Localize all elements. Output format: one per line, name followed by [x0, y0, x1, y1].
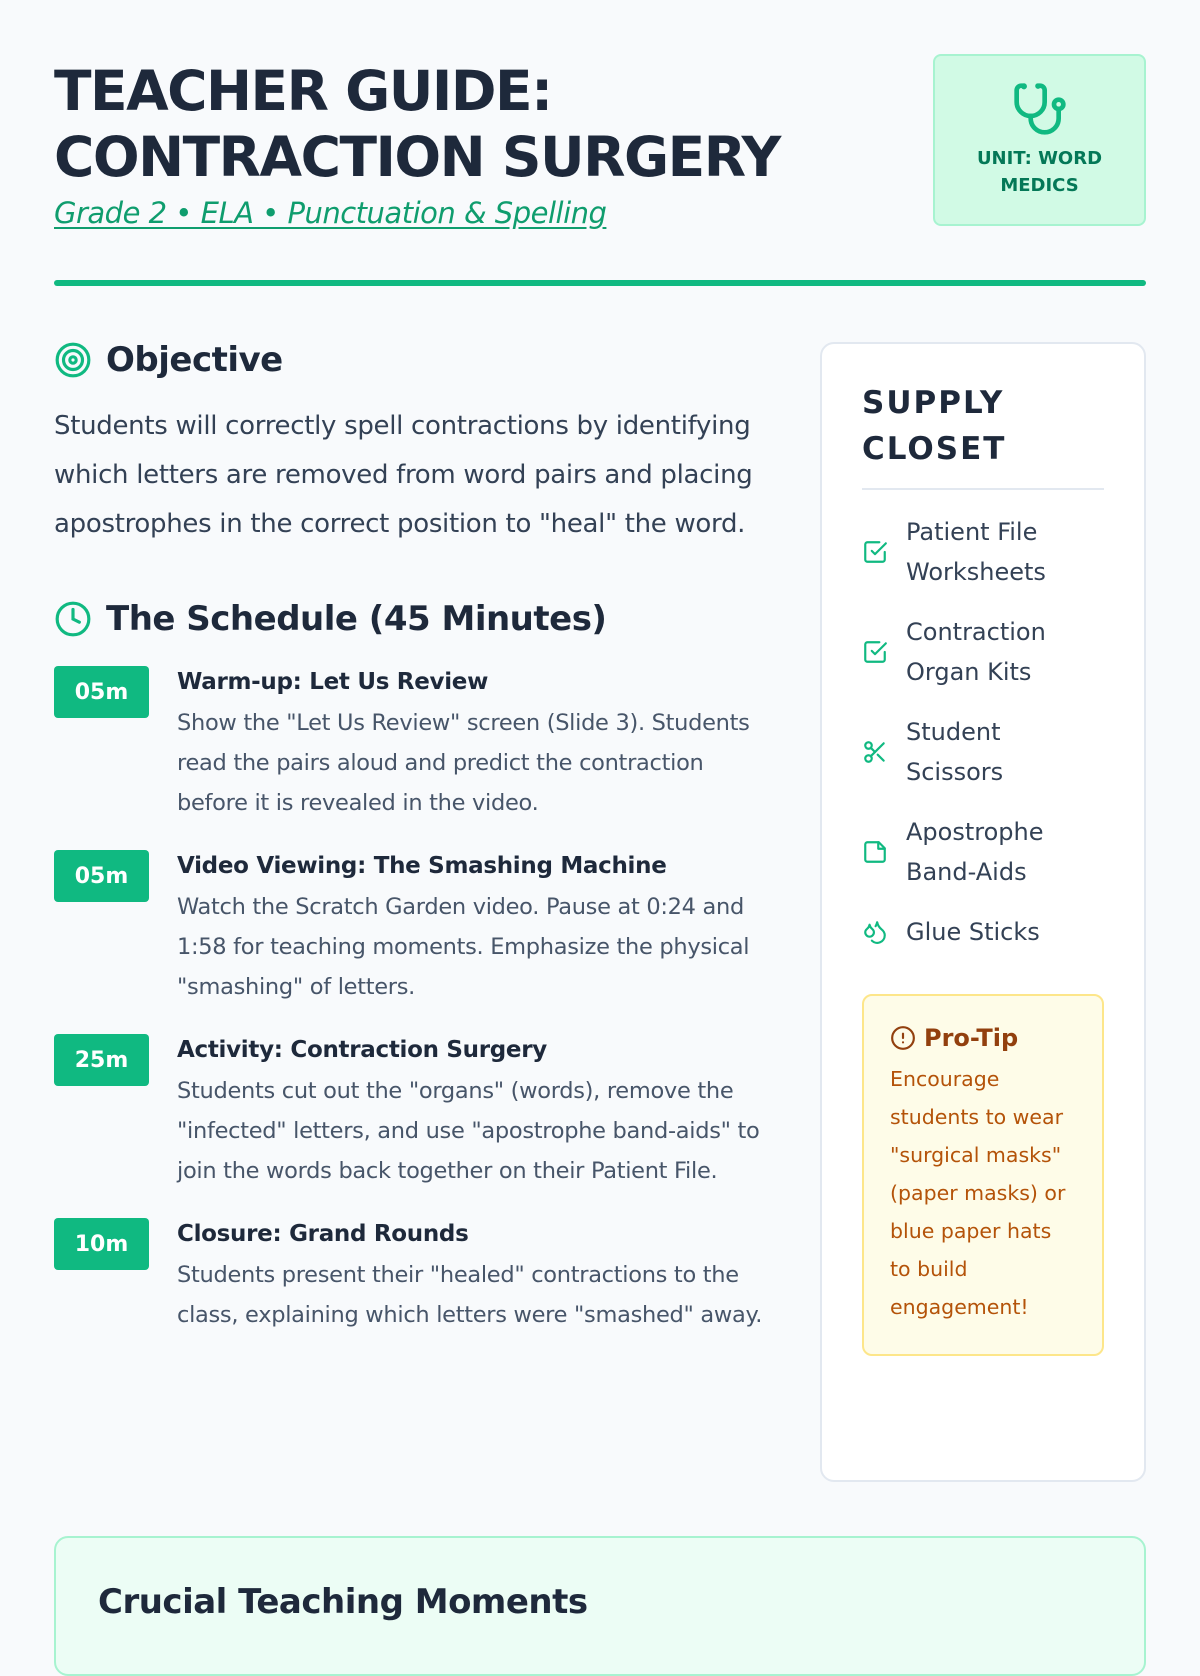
time-badge: 25m — [54, 1034, 149, 1086]
time-badge: 05m — [54, 666, 149, 718]
droplets-icon — [862, 919, 888, 945]
supply-item-label: Patient File Worksheets — [906, 518, 1046, 586]
supply-item — [862, 812, 1104, 892]
schedule-item-desc: Show the "Let Us Review" screen (Slide 3). Students read the pairs aloud and predict the contraction before it is revealed in the video. — [177, 710, 750, 816]
schedule-item-body — [177, 1217, 768, 1335]
page-title — [54, 58, 834, 190]
checkbox-icon — [862, 539, 888, 565]
schedule-item-body — [177, 1033, 768, 1191]
pro-tip-title: Pro-Tip — [924, 1024, 1019, 1052]
schedule-section — [54, 599, 768, 1335]
teaching-moments-title: Crucial Teaching Moments — [98, 1582, 588, 1622]
schedule-item-desc: Students present their "healed" contractions to the class, explaining which letters were "smashed" away. — [177, 1262, 763, 1328]
schedule-item — [54, 849, 768, 1007]
page-subtitle: Grade 2 • ELA • Punctuation & Spelling — [54, 196, 607, 230]
objective-heading — [54, 340, 768, 380]
supply-item-label: Glue Sticks — [906, 918, 1040, 946]
schedule-item — [54, 1033, 768, 1191]
guide-header — [54, 0, 1146, 286]
schedule-item — [54, 1217, 768, 1335]
time-badge: 10m — [54, 1218, 149, 1270]
schedule-item-body — [177, 665, 768, 823]
sticky-note-icon — [862, 839, 888, 865]
objective-section — [54, 340, 768, 549]
schedule-list — [54, 665, 768, 1335]
supply-item-label: Apostrophe Band-Aids — [906, 818, 1044, 886]
objective-title: Objective — [106, 340, 283, 380]
target-icon — [54, 341, 92, 379]
schedule-item-title: Warm-up: Let Us Review — [177, 669, 489, 695]
schedule-item-title: Video Viewing: The Smashing Machine — [177, 853, 667, 879]
header-divider — [54, 280, 1146, 286]
schedule-item-body — [177, 849, 768, 1007]
supply-item-label: Student Scissors — [906, 718, 1004, 786]
pro-tip-heading — [890, 1024, 1076, 1052]
unit-badge — [933, 54, 1146, 226]
schedule-heading — [54, 599, 768, 639]
teaching-moments-panel — [54, 1536, 1146, 1676]
supply-item-label: Contraction Organ Kits — [906, 618, 1046, 686]
time-badge: 05m — [54, 850, 149, 902]
checkbox-icon — [862, 639, 888, 665]
supply-closet-panel — [820, 342, 1146, 1482]
title-line-1: TEACHER GUIDE: — [54, 59, 552, 123]
schedule-item-desc: Students cut out the "organs" (words), remove the "infected" letters, and use "apostrophe band-aids" to join the words back together on their Patient File. — [177, 1078, 760, 1184]
alert-circle-icon — [890, 1025, 916, 1051]
scissors-icon — [862, 739, 888, 765]
pro-tip-box — [862, 994, 1104, 1356]
schedule-item-title: Activity: Contraction Surgery — [177, 1037, 547, 1063]
stethoscope-icon — [1012, 81, 1068, 137]
main-column — [54, 340, 768, 1361]
supply-item — [862, 612, 1104, 692]
clock-icon — [54, 600, 92, 638]
supply-closet-title: SUPPLY CLOSET — [862, 380, 1104, 490]
schedule-item-title: Closure: Grand Rounds — [177, 1221, 469, 1247]
pro-tip-text: Encourage students to wear "surgical masks" (paper masks) or blue paper hats to build engagement! — [890, 1067, 1066, 1319]
schedule-title: The Schedule (45 Minutes) — [106, 599, 607, 639]
objective-text: Students will correctly spell contractions by identifying which letters are removed from word pairs and placing apostrophes in the correct position to "heal" the word. — [54, 411, 753, 539]
supply-item — [862, 712, 1104, 792]
unit-label: UNIT: WORD MEDICS — [976, 148, 1103, 196]
schedule-item-desc: Watch the Scratch Garden video. Pause at 0:24 and 1:58 for teaching moments. Emphasize the physical "smashing" of letters. — [177, 894, 750, 1000]
title-line-2: CONTRACTION SURGERY — [54, 125, 780, 189]
supply-list — [862, 512, 1104, 952]
supply-item — [862, 512, 1104, 592]
schedule-item — [54, 665, 768, 823]
supply-item — [862, 912, 1104, 952]
